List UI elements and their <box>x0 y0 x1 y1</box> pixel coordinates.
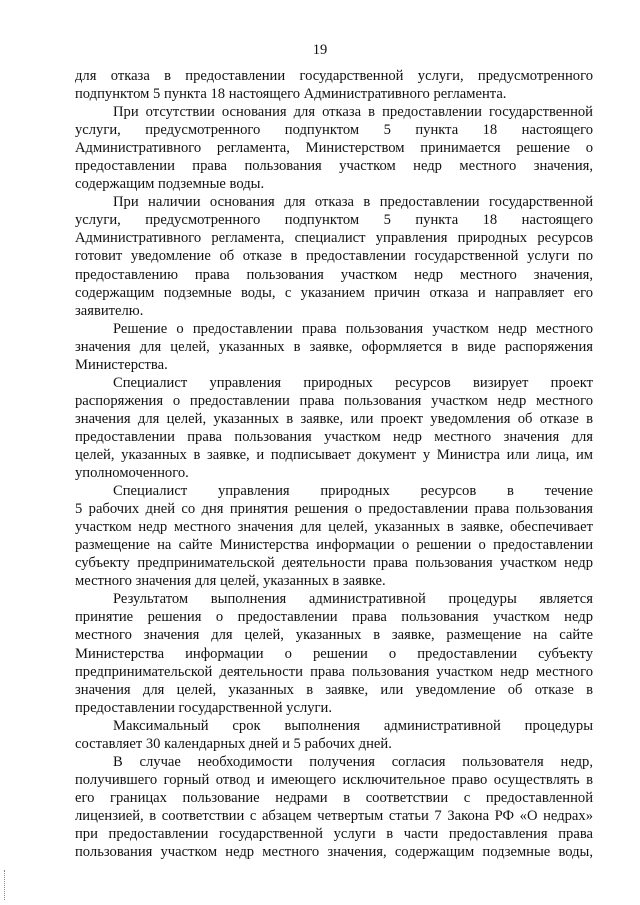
text-line: лицензией, в соответствии с абзацем четвертым статьи 7 Закона РФ «О недрах» <box>75 807 593 824</box>
text-line: услуги, предусмотренного подпунктом 5 пункта 18 настоящего <box>75 212 593 229</box>
paragraph <box>75 753 593 861</box>
text-line: участком недр местного значения для целей, указанных в заявке, обеспечивает <box>75 519 593 536</box>
text-line: предоставлении государственной услуги. <box>75 699 332 716</box>
text-line: Административного регламента, специалист управления природных ресурсов <box>75 230 593 247</box>
paragraph <box>75 67 593 103</box>
text-line: пользования участком недр местного значения, содержащим подземные воды, <box>75 844 593 861</box>
text-line: при предоставлении государственной услуги в части предоставления права <box>75 825 593 842</box>
text-line: распоряжения о предоставлении права пользования участком недр местного <box>75 392 593 409</box>
text-line: готовит уведомление об отказе в предоставлении государственной услуги по <box>75 248 593 265</box>
text-line: При наличии основания для отказа в предоставлении государственной <box>113 194 593 211</box>
text-line: 5 рабочих дней со дня принятия решения о предоставлении права пользования <box>75 501 593 518</box>
text-line: Административного регламента, Министерством принимается решение о <box>75 140 593 157</box>
text-line: местного значения для целей, указанных в заявке. <box>75 573 386 590</box>
paragraph <box>75 374 593 482</box>
paragraph <box>75 590 593 716</box>
text-line: значения для целей, указанных в заявке, или проект уведомления об отказе в <box>75 410 593 427</box>
margin-mark <box>4 870 6 900</box>
text-line: заявителю. <box>75 302 144 319</box>
text-line: размещение на сайте Министерства информации о решении о предоставлении <box>75 537 593 554</box>
page-number: 19 <box>312 42 328 58</box>
text-line: для отказа в предоставлении государственной услуги, предусмотренного <box>75 68 593 84</box>
paragraph <box>75 482 593 590</box>
text-line: предпринимательской деятельности права пользования участком недр местного <box>75 663 593 680</box>
paragraph <box>75 103 593 193</box>
text-line: Министерства. <box>75 356 168 373</box>
text-line: целей, указанных в заявке, и подписывает документ у Министра или лица, им <box>75 446 593 463</box>
text-line: Результатом выполнения административной процедуры является <box>113 591 593 608</box>
text-line: субъекту предпринимательской деятельности права пользования участком недр <box>75 555 593 572</box>
text-line: местного значения для целей, указанных в заявке, размещение на сайте <box>75 627 593 644</box>
text-line: принятие решения о предоставлении права пользования участком недр <box>75 609 593 626</box>
paragraph <box>75 320 593 374</box>
text-line: предоставлению права пользования участком недр местного значения, <box>75 266 593 283</box>
text-line: значения для целей, указанных в заявке, оформляется в виде распоряжения <box>75 338 593 355</box>
text-line: Решение о предоставлении права пользования участком недр местного <box>113 320 593 337</box>
text-line: Специалист управления природных ресурсов визирует проект <box>113 374 593 391</box>
text-line: значения для целей, указанных в заявке, или уведомление об отказе в <box>75 681 593 698</box>
text-line: предоставлении права пользования участком недр местного значения, <box>75 158 593 175</box>
text-line: подпунктом 5 пункта 18 настоящего Административного регламента. <box>75 86 507 103</box>
document-body <box>75 67 593 861</box>
text-line: уполномоченного. <box>75 465 189 482</box>
paragraph <box>75 717 593 753</box>
paragraph <box>75 193 593 319</box>
text-line: Максимальный срок выполнения административной процедуры <box>113 717 593 734</box>
text-line: При отсутствии основания для отказа в предоставлении государственной <box>113 104 593 121</box>
text-line: Министерства информации о решении о предоставлении субъекту <box>75 645 593 662</box>
text-line: В случае необходимости получения согласия пользователя недр, <box>113 753 593 770</box>
text-line: предоставлении права пользования участком недр местного значения для <box>75 428 593 445</box>
text-line: получившего горный отвод и имеющего исключительное право осуществлять в <box>75 771 593 788</box>
text-line: Специалист управления природных ресурсов в течение <box>113 483 593 500</box>
text-line: его границах пользование недрами в соответствии с предоставленной <box>75 789 593 806</box>
text-line: услуги, предусмотренного подпунктом 5 пункта 18 настоящего <box>75 122 593 139</box>
text-line: составляет 30 календарных дней и 5 рабочих дней. <box>75 735 392 752</box>
text-line: содержащим подземные воды, с указанием причин отказа и направляет его <box>75 284 593 301</box>
text-line: содержащим подземные воды. <box>75 176 265 193</box>
